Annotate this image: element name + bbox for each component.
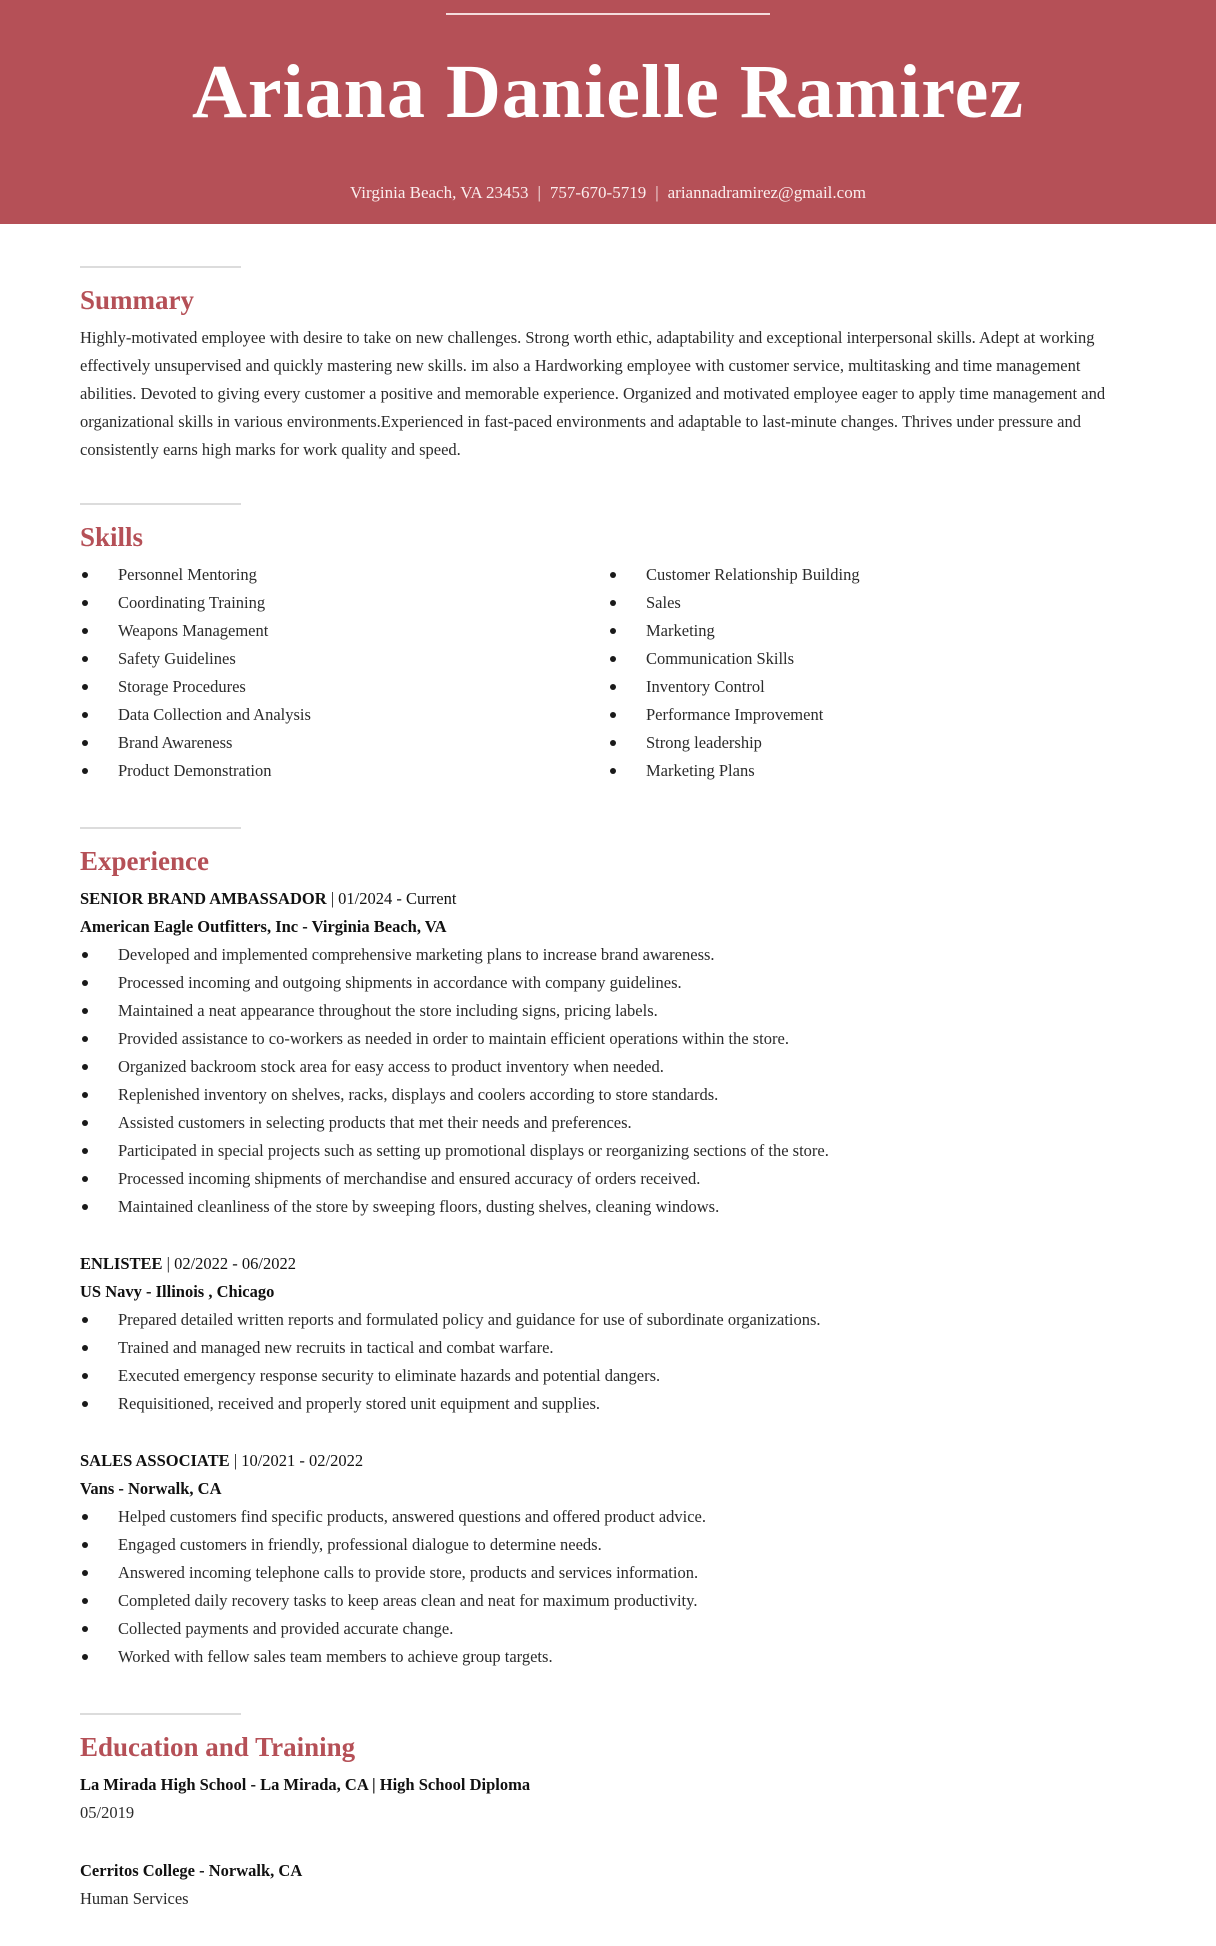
job-employer: US Navy - Illinois , Chicago	[80, 1282, 275, 1301]
job-bullets	[80, 941, 1136, 1221]
list-item	[80, 941, 1136, 969]
list-item-text: Requisitioned, received and properly stored unit equipment and supplies.	[118, 1394, 601, 1413]
bullet-icon	[82, 656, 88, 662]
bullet-icon	[82, 1373, 88, 1379]
list-item-text: Answered incoming telephone calls to provide store, products and services information.	[118, 1563, 699, 1582]
job-title-line	[80, 1447, 1136, 1475]
list-item-text: Worked with fellow sales team members to achieve group targets.	[118, 1647, 553, 1666]
resume-body	[80, 224, 1136, 1943]
job-employer: Vans - Norwalk, CA	[80, 1479, 222, 1498]
list-item-text: Completed daily recovery tasks to keep areas clean and neat for maximum productivity.	[118, 1591, 698, 1610]
resume-header	[0, 0, 1216, 224]
list-item	[80, 1137, 1136, 1165]
education-heading: Education and Training	[80, 1732, 356, 1762]
list-item	[80, 1559, 1136, 1587]
list-item	[80, 673, 608, 701]
bullet-icon	[82, 1008, 88, 1014]
list-item-text: Helped customers find specific products, answered questions and offered product advice.	[118, 1507, 707, 1526]
list-item-text: Maintained a neat appearance throughout the store including signs, pricing labels.	[118, 1001, 658, 1020]
education-school: La Mirada High School - La Mirada, CA | High School Diploma	[80, 1775, 531, 1794]
list-item	[80, 997, 1136, 1025]
skills-list-left	[80, 561, 608, 785]
job-dates: | 01/2024 - Current	[326, 889, 457, 908]
bullet-icon	[82, 980, 88, 986]
list-item-text: Storage Procedures	[118, 677, 246, 696]
list-item-text: Engaged customers in friendly, professional dialogue to determine needs.	[118, 1535, 602, 1554]
education-entry	[80, 1771, 1136, 1827]
section-divider	[80, 827, 241, 829]
list-item-text: Product Demonstration	[118, 761, 272, 780]
list-item-text: Data Collection and Analysis	[118, 705, 311, 724]
list-item	[80, 589, 608, 617]
list-item-text: Marketing	[646, 621, 715, 640]
list-item	[608, 589, 1136, 617]
bullet-icon	[610, 768, 616, 774]
summary-heading: Summary	[80, 285, 194, 315]
bullet-icon	[82, 600, 88, 606]
section-divider	[80, 266, 241, 268]
job-title: SALES ASSOCIATE	[80, 1451, 230, 1470]
list-item-text: Personnel Mentoring	[118, 565, 257, 584]
list-item-text: Executed emergency response security to eliminate hazards and potential dangers.	[118, 1366, 661, 1385]
bullet-icon	[82, 1148, 88, 1154]
bullet-icon	[82, 1064, 88, 1070]
bullet-icon	[82, 1401, 88, 1407]
list-item-text: Trained and managed new recruits in tactical and combat warfare.	[118, 1338, 554, 1357]
summary-section	[80, 224, 1136, 464]
job-title: ENLISTEE	[80, 1254, 163, 1273]
list-item-text: Processed incoming shipments of merchandise and ensured accuracy of orders received.	[118, 1169, 701, 1188]
list-item	[80, 757, 608, 785]
list-item	[80, 969, 1136, 997]
section-divider	[80, 1713, 241, 1715]
list-item-text: Communication Skills	[646, 649, 795, 668]
list-item	[80, 1643, 1136, 1671]
bullet-icon	[82, 1345, 88, 1351]
bullet-icon	[82, 1204, 88, 1210]
list-item-text: Performance Improvement	[646, 705, 824, 724]
list-item-text: Maintained cleanliness of the store by sweeping floors, dusting shelves, cleaning windows.	[118, 1197, 720, 1216]
experience-heading: Experience	[80, 846, 209, 876]
list-item	[608, 701, 1136, 729]
bullet-icon	[82, 1542, 88, 1548]
bullet-icon	[610, 712, 616, 718]
list-item-text: Assisted customers in selecting products that met their needs and preferences.	[118, 1113, 632, 1132]
bullet-icon	[610, 600, 616, 606]
list-item	[80, 645, 608, 673]
list-item-text: Brand Awareness	[118, 733, 233, 752]
experience-section	[80, 785, 1136, 1671]
bullet-icon	[82, 1598, 88, 1604]
bullet-icon	[610, 628, 616, 634]
job-entry	[80, 1250, 1136, 1418]
list-item	[80, 561, 608, 589]
header-decorative-line	[446, 13, 770, 15]
contact-email[interactable]: ariannadramirez@gmail.com	[667, 183, 866, 202]
bullet-icon	[610, 656, 616, 662]
section-divider	[80, 503, 241, 505]
bullet-icon	[82, 628, 88, 634]
bullet-icon	[82, 1120, 88, 1126]
list-item	[80, 1615, 1136, 1643]
job-dates: | 10/2021 - 02/2022	[229, 1451, 364, 1470]
list-item	[80, 1587, 1136, 1615]
list-item	[80, 1025, 1136, 1053]
bullet-icon	[82, 768, 88, 774]
list-item	[80, 1165, 1136, 1193]
bullet-icon	[82, 740, 88, 746]
list-item	[608, 729, 1136, 757]
list-item	[80, 1193, 1136, 1221]
job-title-line	[80, 885, 1136, 913]
job-employer: American Eagle Outfitters, Inc - Virginia Beach, VA	[80, 917, 447, 936]
contact-location: Virginia Beach, VA 23453	[350, 183, 529, 202]
list-item	[80, 1362, 1136, 1390]
list-item	[80, 729, 608, 757]
skills-section	[80, 464, 1136, 785]
bullet-icon	[82, 712, 88, 718]
summary-text: Highly-motivated employee with desire to take on new challenges. Strong worth ethic, adaptability and exceptional interpersonal skills. Adept at working effectively unsupervised and quickly mastering new skills. im also a Hardworking employee with customer service, multitasking and time management abilities. Devoted to giving every customer a positive and memorable experience. Organized and motivated employee eager to apply time management and organizational skills in various environments.Experienced in fast-paced environments and adaptable to last-minute changes. Thrives under pressure and consistently earns high marks for work quality and speed.	[80, 328, 1106, 459]
contact-separator: |	[537, 183, 541, 202]
list-item	[608, 673, 1136, 701]
list-item-text: Prepared detailed written reports and formulated policy and guidance for use of subordinate organizations.	[118, 1310, 821, 1329]
list-item	[608, 645, 1136, 673]
list-item	[80, 1390, 1136, 1418]
list-item-text: Inventory Control	[646, 677, 765, 696]
bullet-icon	[610, 684, 616, 690]
job-dates: | 02/2022 - 06/2022	[162, 1254, 297, 1273]
bullet-icon	[82, 1092, 88, 1098]
list-item	[80, 701, 608, 729]
bullet-icon	[82, 684, 88, 690]
bullet-icon	[82, 1176, 88, 1182]
bullet-icon	[82, 1570, 88, 1576]
job-entry	[80, 885, 1136, 1221]
list-item-text: Marketing Plans	[646, 761, 755, 780]
bullet-icon	[610, 572, 616, 578]
list-item	[80, 1531, 1136, 1559]
bullet-icon	[82, 1036, 88, 1042]
job-title: SENIOR BRAND AMBASSADOR	[80, 889, 327, 908]
list-item	[80, 1053, 1136, 1081]
list-item-text: Safety Guidelines	[118, 649, 236, 668]
list-item	[80, 617, 608, 645]
list-item-text: Collected payments and provided accurate change.	[118, 1619, 454, 1638]
list-item	[80, 1334, 1136, 1362]
list-item-text: Strong leadership	[646, 733, 762, 752]
job-bullets	[80, 1503, 1136, 1671]
bullet-icon	[610, 740, 616, 746]
list-item	[608, 561, 1136, 589]
list-item-text: Coordinating Training	[118, 593, 266, 612]
education-school: Cerritos College - Norwalk, CA	[80, 1861, 303, 1880]
bullet-icon	[82, 572, 88, 578]
contact-line	[0, 182, 1216, 204]
job-entry	[80, 1447, 1136, 1671]
contact-phone[interactable]: 757-670-5719	[549, 183, 647, 202]
job-bullets	[80, 1306, 1136, 1418]
education-list	[80, 1771, 1136, 1913]
job-title-line	[80, 1250, 1136, 1278]
list-item	[80, 1306, 1136, 1334]
bullet-icon	[82, 1317, 88, 1323]
job-list	[80, 885, 1136, 1671]
education-detail: 05/2019	[80, 1803, 135, 1822]
skills-heading: Skills	[80, 522, 144, 552]
list-item-text: Provided assistance to co-workers as needed in order to maintain efficient operations within the store.	[118, 1029, 789, 1048]
bullet-icon	[82, 1654, 88, 1660]
bullet-icon	[82, 1626, 88, 1632]
candidate-name: Ariana Danielle Ramirez	[191, 50, 1025, 134]
list-item	[608, 617, 1136, 645]
list-item	[80, 1503, 1136, 1531]
list-item-text: Processed incoming and outgoing shipments in accordance with company guidelines.	[118, 973, 682, 992]
list-item-text: Customer Relationship Building	[646, 565, 860, 584]
skills-list-right	[608, 561, 1136, 785]
list-item-text: Participated in special projects such as setting up promotional displays or reorganizing sections of the store.	[118, 1141, 829, 1160]
bullet-icon	[82, 1514, 88, 1520]
contact-separator: |	[655, 183, 659, 202]
list-item	[80, 1081, 1136, 1109]
list-item-text: Weapons Management	[118, 621, 269, 640]
bullet-icon	[82, 952, 88, 958]
education-section	[80, 1671, 1136, 1913]
education-detail: Human Services	[80, 1889, 189, 1908]
list-item-text: Replenished inventory on shelves, racks, displays and coolers according to store standards.	[118, 1085, 719, 1104]
list-item	[608, 757, 1136, 785]
list-item-text: Sales	[646, 593, 681, 612]
list-item-text: Organized backroom stock area for easy access to product inventory when needed.	[118, 1057, 664, 1076]
list-item-text: Developed and implemented comprehensive marketing plans to increase brand awareness.	[118, 945, 715, 964]
list-item	[80, 1109, 1136, 1137]
skills-columns	[80, 561, 1136, 785]
education-entry	[80, 1857, 1136, 1913]
